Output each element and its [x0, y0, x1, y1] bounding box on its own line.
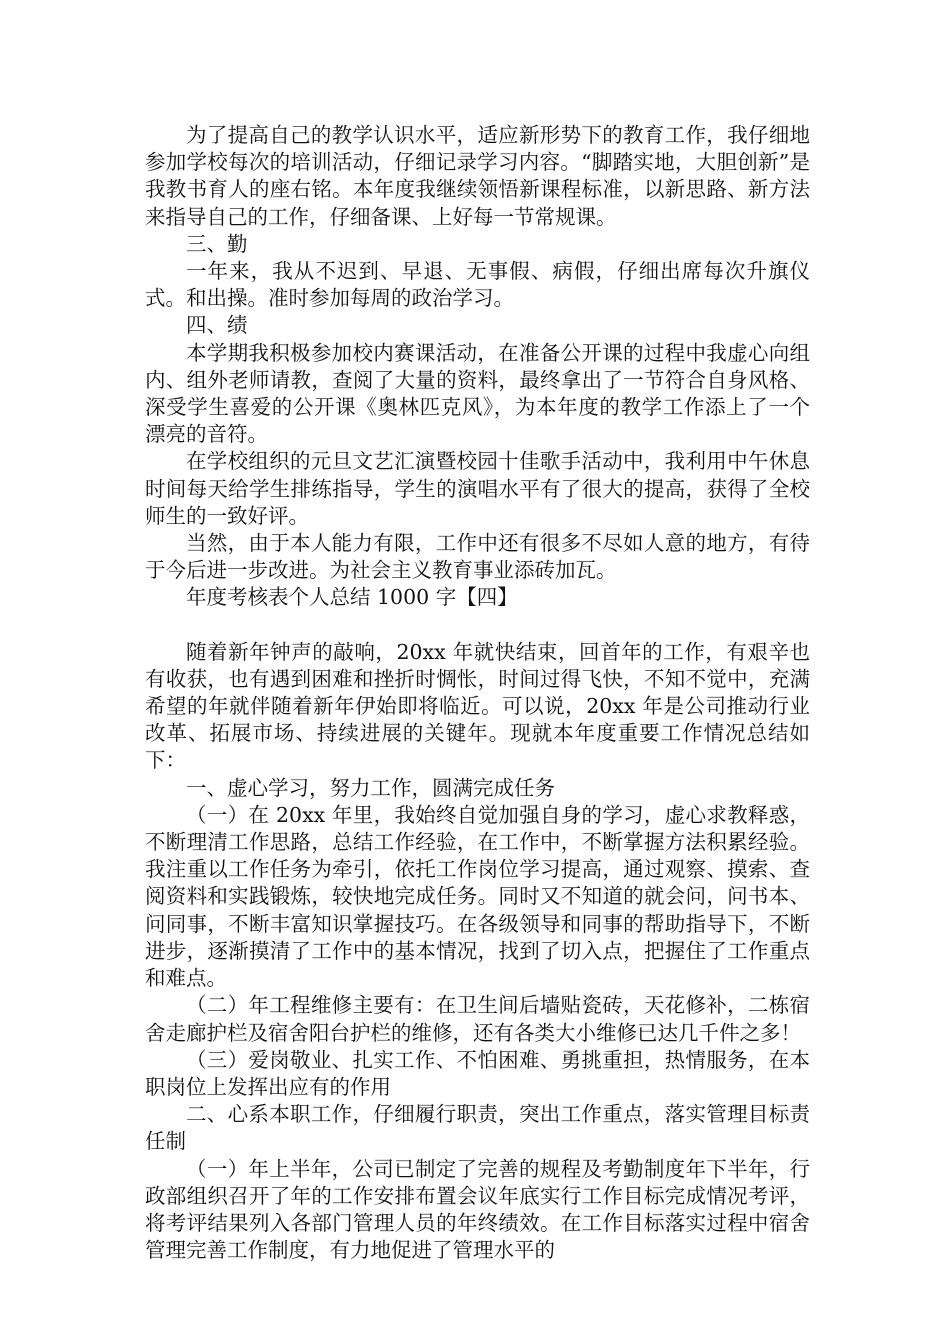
- section-title: 年度考核表个人总结 1000 字【四】: [186, 585, 518, 610]
- heading-duties: 二、心系本职工作，仔细履行职责，突出工作重点，落实管理目标责任制: [145, 1102, 810, 1154]
- paragraph-maintenance: （二）年工程维修主要有：在卫生间后墙贴瓷砖，天花修补，二栋宿舍走廊护栏及宿舍阳台护栏的维修，还有各类大小维修已达几千件之多！: [145, 993, 810, 1045]
- paragraph-attendance: 一年来，我从不迟到、早退、无事假、病假，仔细出席每次升旗仪式。和出操。准时参加每周的政治学习。: [145, 259, 810, 311]
- paragraph-self-study: （一）在 20xx 年里，我始终自觉加强自身的学习，虚心求教释惑，不断理清工作思路，总结工作经验，在工作中，不断掌握方法积累经验。我注重以工作任务为牵引，依托工作岗位学习提高，通过观察、摸索、查阅资料和实践锻炼，较快地完成任务。同时又不知道的就会问，问书本、问同事，不断丰富知识掌握技巧。在各级领导和同事的帮助指导下，不断进步，逐渐摸清了工作中的基本情况，找到了切入点，把握住了工作重点和难点。: [145, 802, 810, 991]
- paragraph-self-improvement: 当然，由于本人能力有限，工作中还有很多不尽如人意的地方，有待于今后进一步改进。为社会主义教育事业添砖加瓦。: [145, 531, 810, 583]
- paragraph-year-intro: 随着新年钟声的敲响，20xx 年就快结束，回首年的工作，有艰辛也有收获，也有遇到困难和挫折时惆怅，时间过得飞快，不知不觉中，充满希望的年就伴随着新年伊始即将临近。可以说，20xx 年是公司推动行业改革、拓展市场、持续进展的关键年。现就本年度重要工作情况总结如下：: [145, 639, 810, 773]
- heading-achievement: 四、绩: [186, 313, 248, 338]
- blank-line: [145, 612, 810, 639]
- paragraph-open-class: 本学期我积极参加校内赛课活动，在准备公开课的过程中我虚心向组内、组外老师请教，查阅了大量的资料，最终拿出了一节符合自身风格、深受学生喜爱的公开课《奥林匹克风》，为本年度的教学工作添上了一个漂亮的音符。: [145, 340, 810, 447]
- paragraph-new-year-show: 在学校组织的元旦文艺汇演暨校园十佳歌手活动中，我利用中午休息时间每天给学生排练指导，学生的演唱水平有了很大的提高，获得了全校师生的一致好评。: [145, 449, 810, 528]
- paragraph-management-rules: （一）年上半年，公司已制定了完善的规程及考勤制度年下半年，行政部组织召开了年的工作安排布置会议年底实行工作目标完成情况考评，将考评结果列入各部门管理人员的年终绩效。在工作目标落实过程中宿舍管理完善工作制度，有力地促进了管理水平的: [145, 1156, 810, 1263]
- paragraph-dedication: （三）爱岗敬业、扎实工作、不怕困难、勇挑重担，热情服务，在本职岗位上发挥出应有的作用: [145, 1047, 810, 1099]
- paragraph-teaching-awareness: 为了提高自己的教学认识水平，适应新形势下的教育工作，我仔细地参加学校每次的培训活动，仔细记录学习内容。“脚踏实地，大胆创新”是我教书育人的座右铭。本年度我继续领悟新课程标准，以新思路、新方法来指导自己的工作，仔细备课、上好每一节常规课。: [145, 123, 810, 229]
- heading-study-and-work: 一、虚心学习，努力工作，圆满完成任务: [186, 775, 555, 800]
- document-page: [145, 122, 810, 1264]
- heading-diligence: 三、勤: [186, 231, 248, 256]
